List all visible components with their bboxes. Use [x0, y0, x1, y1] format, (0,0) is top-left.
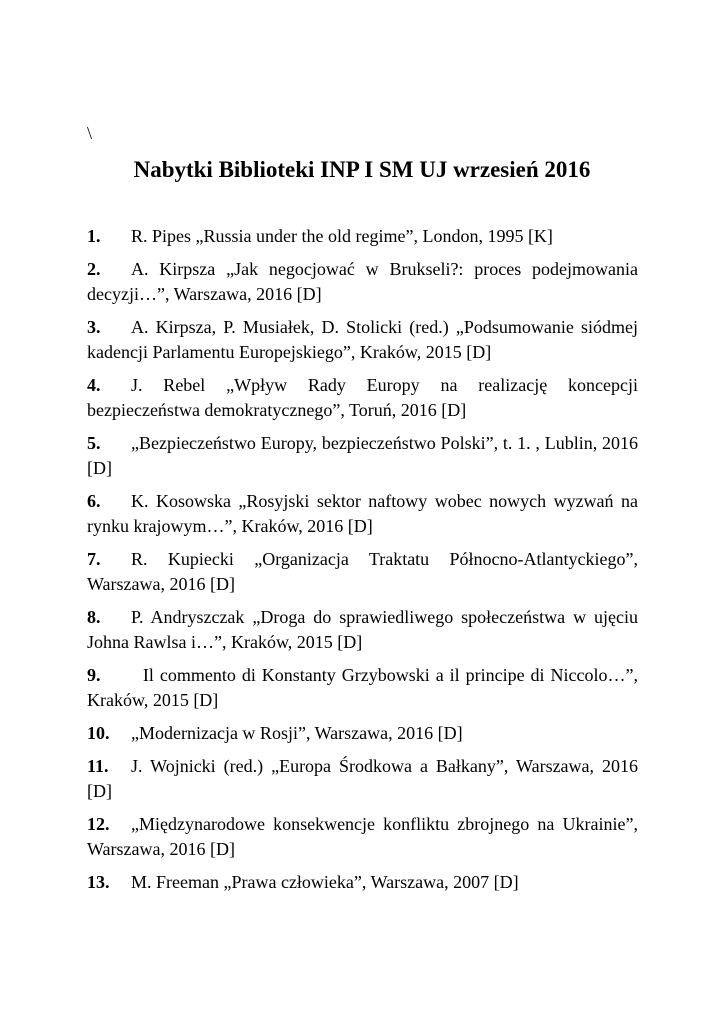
item-number: 4.: [87, 375, 101, 395]
acquisitions-list: [87, 224, 643, 903]
item-number: 12.: [87, 814, 110, 834]
list-item: [87, 812, 638, 862]
list-item: [87, 663, 643, 713]
item-number: 6.: [87, 491, 101, 511]
item-number: 7.: [87, 549, 101, 569]
list-item: [87, 754, 638, 804]
item-text: R. Pipes „Russia under the old regime”, London, 1995 [K]: [131, 226, 553, 246]
item-text: A. Kirpsza, P. Musiałek, D. Stolicki (red.) „Podsumowanie siódmej kadencji Parlamentu Europejskiego”, Kraków, 2015 [D]: [87, 317, 638, 362]
stray-mark: \: [87, 123, 93, 143]
list-item: [87, 224, 638, 249]
list-item: [87, 315, 638, 365]
item-number: 13.: [87, 872, 110, 892]
list-item: [87, 431, 638, 481]
list-item: [87, 721, 638, 746]
list-item: [87, 257, 638, 307]
item-number: 11.: [87, 756, 109, 776]
item-number: 3.: [87, 317, 101, 337]
list-item: [87, 373, 638, 423]
item-text: P. Andryszczak „Droga do sprawiedliwego społeczeństwa w ujęciu Johna Rawlsa i…”, Kraków, 2015 [D]: [87, 607, 638, 652]
item-text: J. Wojnicki (red.) „Europa Środkowa a Bałkany”, Warszawa, 2016 [D]: [87, 756, 638, 801]
item-text: „Międzynarodowe konsekwencje konfliktu zbrojnego na Ukrainie”, Warszawa, 2016 [D]: [87, 814, 638, 859]
item-text: „Modernizacja w Rosji”, Warszawa, 2016 [D]: [131, 723, 463, 743]
item-text: Il commento di Konstanty Grzybowski a il principe di Niccolo…”, Kraków, 2015 [D]: [87, 665, 643, 710]
item-number: 9.: [87, 665, 101, 685]
item-text: J. Rebel „Wpływ Rady Europy na realizację koncepcji bezpieczeństwa demokratycznego”, Toruń, 2016 [D]: [87, 375, 638, 420]
item-number: 8.: [87, 607, 101, 627]
list-item: [87, 605, 638, 655]
item-text: R. Kupiecki „Organizacja Traktatu Północno-Atlantyckiego”, Warszawa, 2016 [D]: [87, 549, 638, 594]
item-text: K. Kosowska „Rosyjski sektor naftowy wobec nowych wyzwań na rynku krajowym…”, Kraków, 2016 [D]: [87, 491, 638, 536]
item-number: 1.: [87, 226, 101, 246]
item-number: 10.: [87, 723, 110, 743]
page-title: Nabytki Biblioteki INP I SM UJ wrzesień 2016: [133, 157, 591, 182]
list-item: [87, 547, 638, 597]
item-number: 5.: [87, 433, 101, 453]
list-item: [87, 870, 638, 895]
item-text: A. Kirpsza „Jak negocjować w Brukseli?: proces podejmowania decyzji…”, Warszawa, 2016 [D]: [87, 259, 638, 304]
item-text: M. Freeman „Prawa człowieka”, Warszawa, 2007 [D]: [131, 872, 519, 892]
item-number: 2.: [87, 259, 101, 279]
list-item: [87, 489, 638, 539]
item-text: „Bezpieczeństwo Europy, bezpieczeństwo Polski”, t. 1. , Lublin, 2016 [D]: [87, 433, 638, 478]
